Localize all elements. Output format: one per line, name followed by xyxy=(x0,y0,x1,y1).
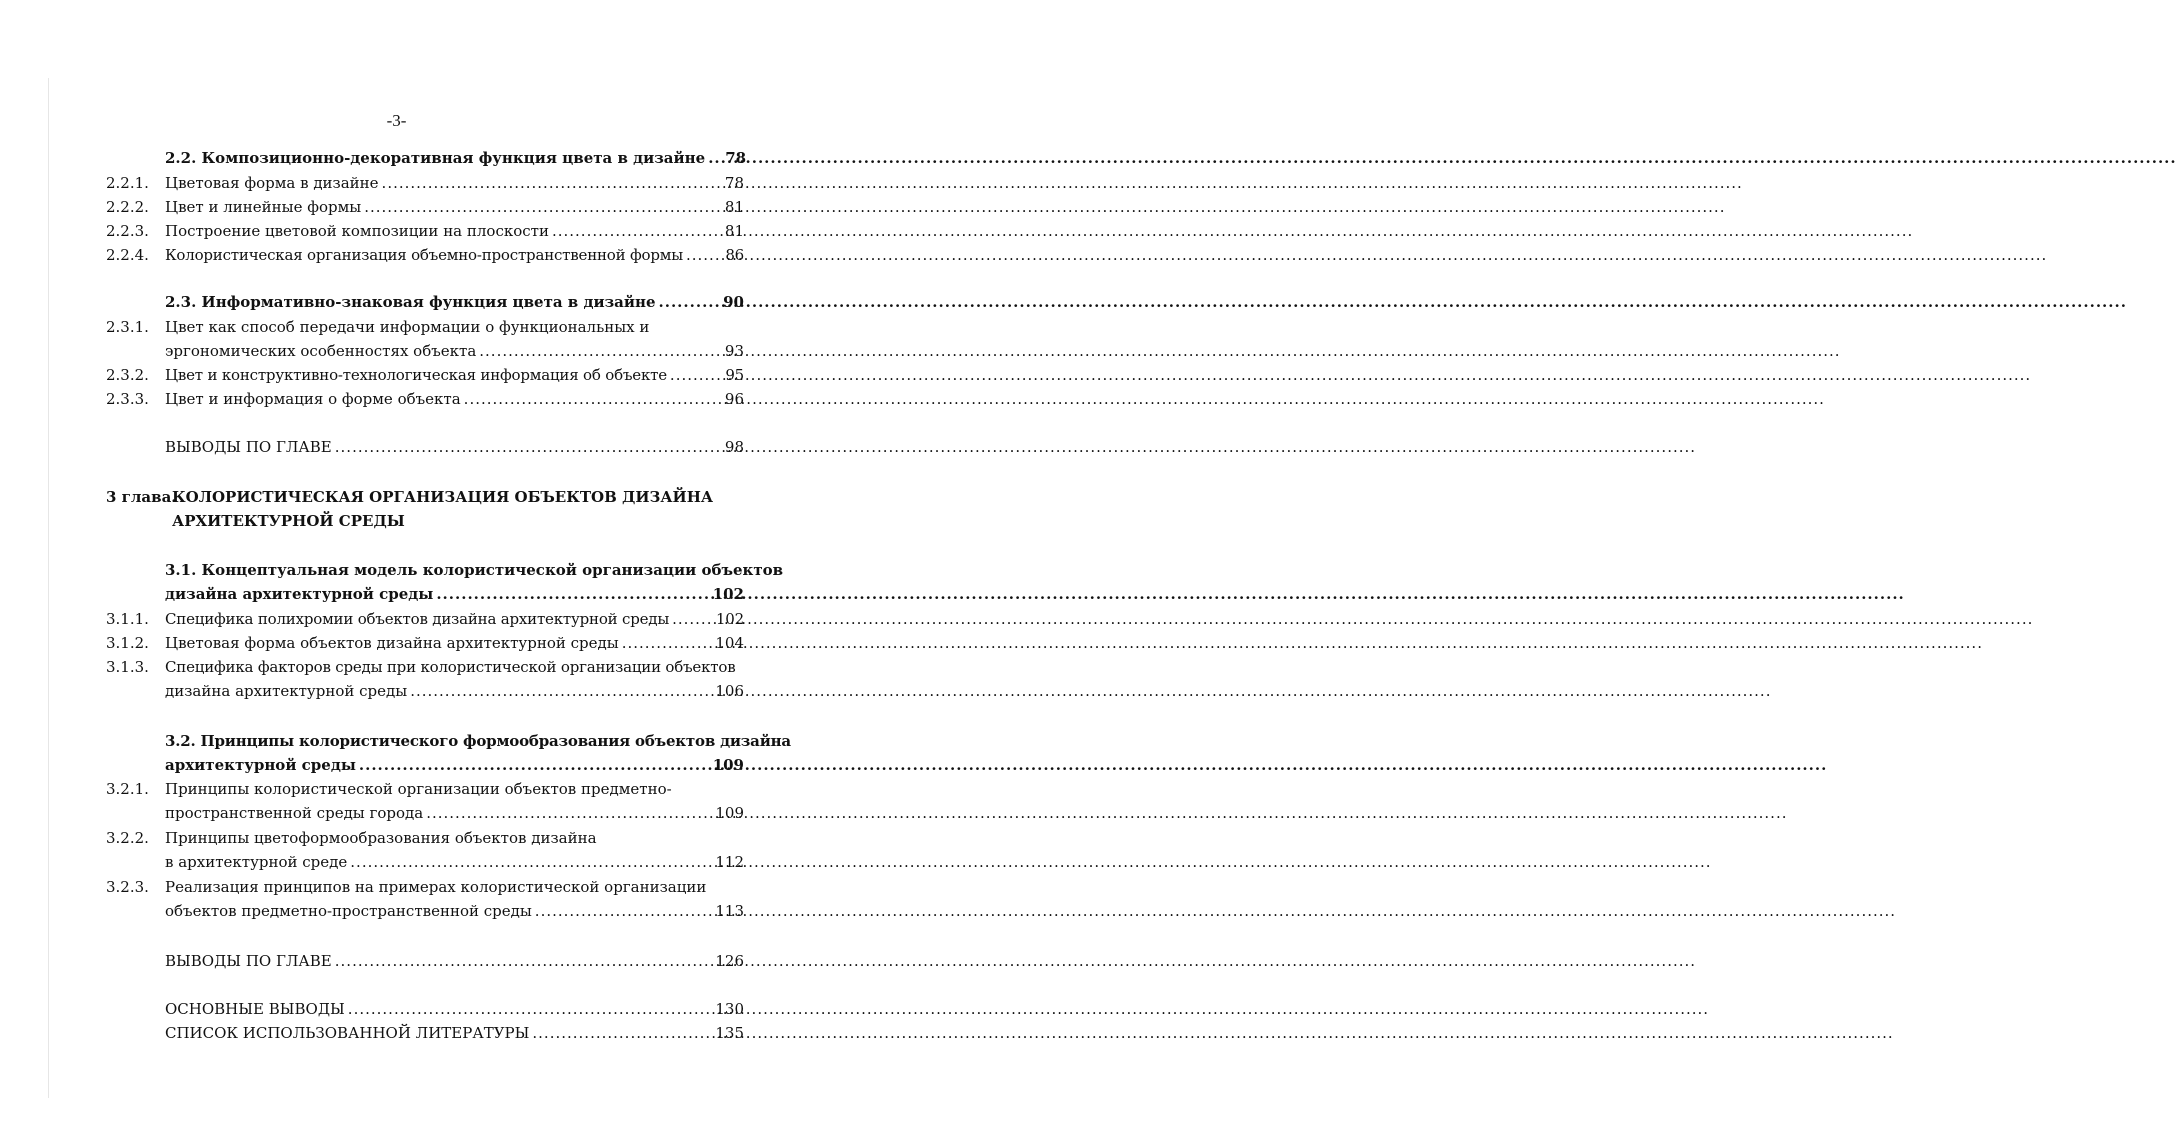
toc-entry-number: 2.3.2. xyxy=(106,366,149,384)
toc-entry-3-1-3 xyxy=(106,655,744,679)
toc-entry-title: СПИСОК ИСПОЛЬЗОВАННОЙ ЛИТЕРАТУРЫ xyxy=(165,1024,530,1042)
dot-leader xyxy=(532,1021,712,1045)
toc-entry-page: 78 xyxy=(724,174,744,192)
toc-entry-page: 86 xyxy=(725,246,744,264)
toc-entry-page: 109 xyxy=(712,756,744,774)
dot-leader xyxy=(672,607,713,631)
toc-entry-title: 2.3. Информативно-знаковая функция цвета в дизайне xyxy=(165,293,656,311)
toc-entry-2-2-2 xyxy=(106,195,744,219)
toc-entry-2-2-1 xyxy=(106,171,744,195)
chapter-label: 3 глава. xyxy=(106,488,177,506)
chapter-title: КОЛОРИСТИЧЕСКАЯ ОРГАНИЗАЦИЯ ОБЪЕКТОВ ДИЗАЙНА xyxy=(172,488,714,506)
toc-entry-page: 102 xyxy=(712,585,744,603)
toc-entry-number: 2.2.1. xyxy=(106,174,149,192)
toc-entry-title: пространственной среды города xyxy=(165,804,424,822)
dot-leader xyxy=(350,850,712,874)
toc-entry-number: 2.2.4. xyxy=(106,246,149,264)
dot-leader xyxy=(686,243,722,267)
dot-leader xyxy=(708,146,722,170)
toc-entry-title: 3.1. Концептуальная модель колористической организации объектов xyxy=(165,561,784,579)
dot-leader xyxy=(364,195,722,219)
toc-entry-number: 3.1.2. xyxy=(106,634,149,652)
toc-entry-title: Специфика факторов среды при колористической организации объектов xyxy=(165,658,736,676)
toc-entry-title: Специфика полихромии объектов дизайна архитектурной среды xyxy=(165,610,670,628)
toc-entry-3-2-1 xyxy=(106,777,744,801)
toc-entry-title: ОСНОВНЫЕ ВЫВОДЫ xyxy=(165,1000,345,1018)
toc-entry-title: Цветовая форма объектов дизайна архитектурной среды xyxy=(165,634,619,652)
toc-entry-title: дизайна архитектурной среды xyxy=(165,585,434,603)
page-number: -3- xyxy=(386,111,407,130)
toc-entry-2-2 xyxy=(106,146,747,170)
toc-entry-title: Цветовая форма в дизайне xyxy=(165,174,379,192)
toc-entry-chapter3-conclusions xyxy=(106,949,744,973)
toc-entry-title: Реализация принципов на примерах колористической организации xyxy=(165,878,707,896)
dot-leader xyxy=(659,290,721,314)
toc-entry-page: 106 xyxy=(715,682,744,700)
toc-entry-page: 95 xyxy=(725,366,744,384)
toc-entry-page: 90 xyxy=(723,293,744,311)
toc-entry-3-2-2 xyxy=(106,826,744,850)
toc-entry-title: Цвет и конструктивно-технологическая информация об объекте xyxy=(165,366,667,384)
toc-entry-title: в архитектурной среде xyxy=(165,853,348,871)
toc-entry-main-conclusions xyxy=(106,997,744,1021)
dot-leader xyxy=(535,899,713,923)
toc-entry-3-1-1 xyxy=(106,607,744,631)
toc-entry-title: Колористическая организация объемно-пространственной формы xyxy=(165,246,683,264)
toc-entry-page: 96 xyxy=(724,390,744,408)
chapter-3-heading-cont xyxy=(106,509,744,533)
toc-entry-2-3 xyxy=(106,290,744,314)
dot-leader xyxy=(436,582,709,606)
chapter-3-heading xyxy=(106,485,744,509)
toc-entry-3-1-3-cont xyxy=(106,679,744,703)
toc-entry-3-2-1-cont xyxy=(106,801,744,825)
toc-entry-page: 113 xyxy=(715,902,744,920)
toc-entry-3-1-2 xyxy=(106,631,744,655)
toc-entry-number: 3.1.1. xyxy=(106,610,149,628)
dot-leader xyxy=(335,435,722,459)
toc-entry-2-3-2 xyxy=(106,363,744,387)
toc-entry-2-3-1-cont xyxy=(106,339,744,363)
toc-entry-number: 2.2.2. xyxy=(106,198,149,216)
toc-entry-page: 109 xyxy=(715,804,744,822)
toc-entry-title: ВЫВОДЫ ПО ГЛАВЕ xyxy=(165,952,332,970)
chapter-title: АРХИТЕКТУРНОЙ СРЕДЫ xyxy=(172,512,405,530)
dot-leader xyxy=(464,387,722,411)
toc-entry-chapter2-conclusions xyxy=(106,435,744,459)
toc-entry-number: 2.3.1. xyxy=(106,318,149,336)
scan-edge-line xyxy=(48,78,49,1098)
toc-entry-3-1 xyxy=(106,558,784,582)
toc-entry-page: 112 xyxy=(715,853,744,871)
dot-leader xyxy=(426,801,712,825)
toc-entry-number: 3.2.1. xyxy=(106,780,149,798)
toc-entry-number: 3.1.3. xyxy=(106,658,149,676)
toc-entry-title: 3.2. Принципы колористического формообразования объектов дизайна xyxy=(165,732,791,750)
toc-entry-3-2 xyxy=(106,729,791,753)
toc-entry-title: Принципы колористической организации объектов предметно- xyxy=(165,780,672,798)
toc-entry-page: 135 xyxy=(715,1024,744,1042)
toc-entry-title: объектов предметно-пространственной среды xyxy=(165,902,532,920)
toc-entry-title: ВЫВОДЫ ПО ГЛАВЕ xyxy=(165,438,332,456)
toc-entry-title: Цвет как способ передачи информации о функциональных и xyxy=(165,318,650,336)
toc-entry-number: 2.2.3. xyxy=(106,222,149,240)
toc-entry-page: 98 xyxy=(724,438,744,456)
toc-entry-page: 126 xyxy=(715,952,744,970)
toc-entry-page: 130 xyxy=(715,1000,744,1018)
toc-entry-title: эргономических особенностях объекта xyxy=(165,342,477,360)
dot-leader xyxy=(479,339,722,363)
toc-entry-title: Принципы цветоформообразования объектов дизайна xyxy=(165,829,597,847)
toc-entry-page: 104 xyxy=(715,634,744,652)
toc-entry-title: Цвет и информация о форме объекта xyxy=(165,390,461,408)
dot-leader xyxy=(552,219,722,243)
toc-entry-3-2-3 xyxy=(106,875,744,899)
dot-leader xyxy=(382,171,722,195)
toc-entry-3-2-2-cont xyxy=(106,850,744,874)
toc-entry-title: 2.2. Композиционно-декоративная функция цвета в дизайне xyxy=(165,149,706,167)
toc-entry-page: 81 xyxy=(724,198,744,216)
toc-entry-title: дизайна архитектурной среды xyxy=(165,682,408,700)
toc-entry-page: 102 xyxy=(715,610,744,628)
toc-entry-page: 78 xyxy=(725,149,747,167)
toc-entry-bibliography xyxy=(106,1021,744,1045)
toc-entry-3-2-cont xyxy=(106,753,744,777)
toc-entry-number: 3.2.3. xyxy=(106,878,149,896)
toc-entry-3-1-cont xyxy=(106,582,744,606)
dot-leader xyxy=(670,363,722,387)
toc-entry-2-3-3 xyxy=(106,387,744,411)
toc-entry-number: 3.2.2. xyxy=(106,829,149,847)
dot-leader xyxy=(622,631,713,655)
toc-entry-page: 81 xyxy=(724,222,744,240)
dot-leader xyxy=(359,753,710,777)
dot-leader xyxy=(335,949,713,973)
toc-entry-page: 93 xyxy=(724,342,744,360)
toc-entry-title: Построение цветовой композиции на плоскости xyxy=(165,222,549,240)
dot-leader xyxy=(348,997,713,1021)
toc-entry-3-2-3-cont xyxy=(106,899,744,923)
toc-entry-number: 2.3.3. xyxy=(106,390,149,408)
toc-entry-2-2-3 xyxy=(106,219,744,243)
toc-entry-2-2-4 xyxy=(106,243,744,267)
toc-entry-title: Цвет и линейные формы xyxy=(165,198,362,216)
dot-leader xyxy=(410,679,712,703)
toc-entry-title: архитектурной среды xyxy=(165,756,356,774)
toc-entry-2-3-1 xyxy=(106,315,744,339)
